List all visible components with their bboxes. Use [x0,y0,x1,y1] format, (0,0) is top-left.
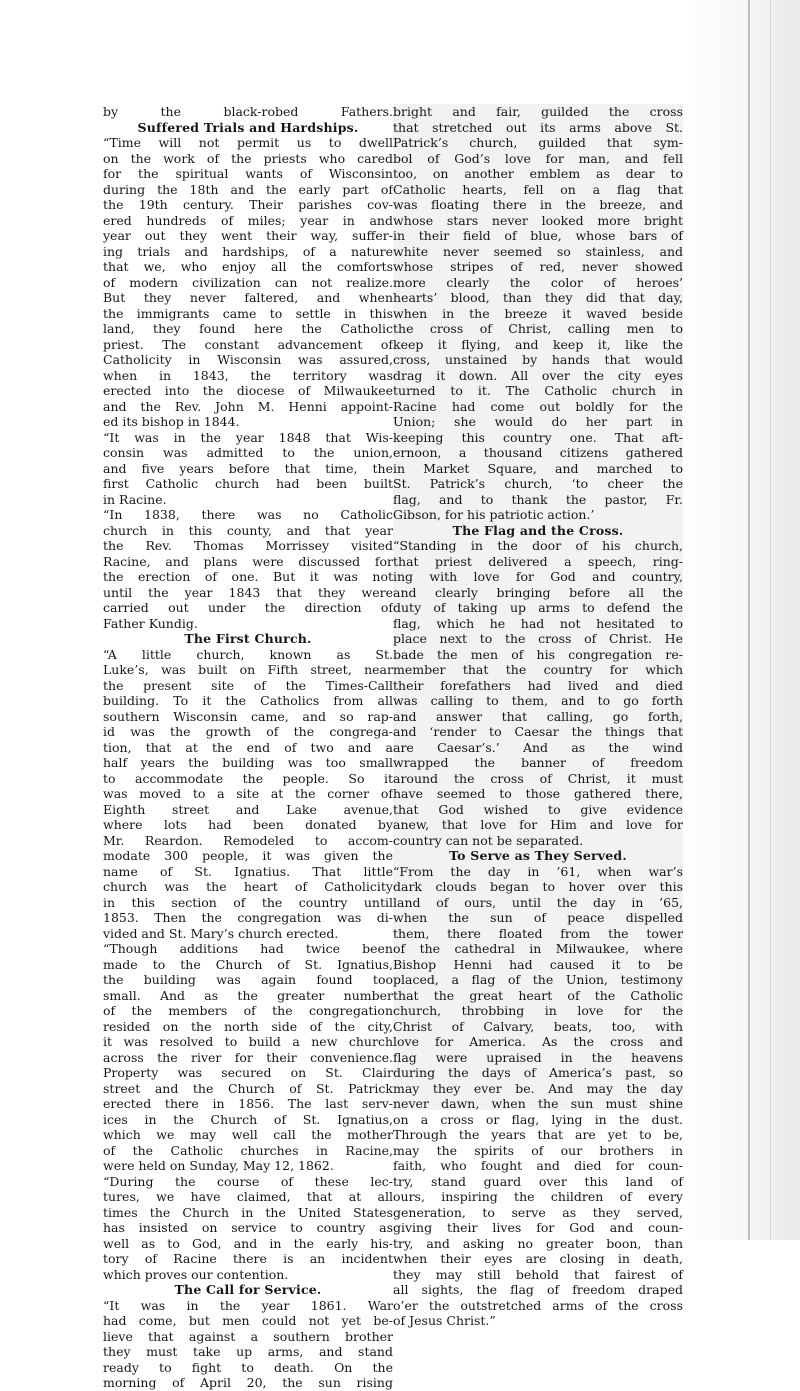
text-line: o’er the outstretched arms of the cross [393,1297,683,1313]
text-line: may they ever be. And may the day [393,1080,683,1096]
text-line: carried out under the direction of [103,600,393,615]
text-line: by the black-robed Fathers. [103,104,393,119]
text-line: too, on another emblem as dear to [393,166,683,181]
text-line: white never seemed so stainless, and [393,243,683,259]
text-line: church was the heart of Catholicity [103,879,393,894]
text-line: duty of taking up arms to defend the [393,600,683,615]
text-line: St. Patrick’s church, ‘to cheer the [393,476,683,491]
text-line: across the river for their convenience. [103,1049,393,1065]
text-line: “Standing in the door of his church, [393,538,683,553]
text-line: in their field of blue, whose bars of [393,228,683,243]
text-line: country can not be separated. [393,832,584,848]
text-line: vided and St. Mary’s church erected. [103,925,339,941]
text-line: which proves our contention. [103,1266,289,1282]
text-line: that the great heart of the Catholic [393,987,683,1003]
text-line: “During the course of these lec- [103,1173,393,1189]
text-line: Racine, and plans were discussed for [103,553,393,569]
text-line: to accommodate the people. So it [103,770,393,786]
text-line: and ‘render to Caesar the things that [393,724,683,739]
text-line: Eighth street and Lake avenue, [103,801,393,817]
text-line: in this section of the country until [103,894,393,910]
text-line: consin was admitted to the union, [103,445,393,460]
text-line: land of ours, until the day in ’65, [393,894,683,910]
text-line: erected there in 1856. The last serv- [103,1096,393,1111]
text-line: when in the breeze it waved beside [393,305,683,321]
text-line: Gibson, for his patriotic action.’ [393,507,595,522]
section-heading: Suffered Trials and Hardships. [137,119,359,135]
text-line: ing with love for God and country, [393,569,683,584]
text-line: them, there floated from the tower [393,925,683,941]
text-line: were held on Sunday, May 12, 1862. [103,1158,334,1173]
text-line: Christ of Calvary, beats, too, with [393,1018,683,1034]
text-line: has insisted on service to country as [103,1220,393,1235]
text-line: ing trials and hardships, of a nature [103,243,393,259]
text-line: that stretched out its arms above St. [393,119,683,135]
text-line: had come, but men could not yet be- [103,1313,393,1328]
text-line: Property was secured on St. Clair [103,1065,393,1080]
text-line: erected into the diocese of Milwaukee [103,383,393,398]
text-line: of the members of the congregation [103,1003,393,1018]
text-line: where lots had been donated by [103,817,393,832]
text-line: generation, to serve as they served, [393,1204,683,1220]
text-line: id was the growth of the congrega- [103,724,393,739]
text-line: was floating there in the breeze, and [393,197,683,212]
text-line: tion, that at the end of two and a [103,739,393,755]
text-line: drag it down. All over the city eyes [393,367,683,383]
text-line: dark clouds began to hover over this [393,879,683,894]
text-line: But they never faltered, and when [103,290,393,305]
text-line: “It was in the year 1848 that Wis- [103,429,393,445]
text-line: tory of Racine there is an incident [103,1251,393,1266]
text-line: ernoon, a thousand citizens gathered [393,445,683,460]
text-line: modate 300 people, it was given the [103,848,393,863]
text-line: Through the years that are yet to be, [393,1127,683,1142]
text-line: their forefathers had lived and died [393,677,683,693]
text-line: was calling to them, and to go forth [393,693,683,708]
text-line: turned to it. The Catholic church in [393,383,683,398]
text-line: bade the men of his congregation re- [393,646,683,662]
text-line: ready to fight to death. On the [103,1359,393,1375]
text-line: tures, we have claimed, that at all [103,1189,393,1204]
text-line: church, throbbing in love for the [393,1003,683,1018]
text-line: the Rev. Thomas Morrissey visited [103,538,393,553]
page-margin-shadow [686,0,800,1240]
text-line: that God wished to give evidence [393,801,683,817]
text-line: ours, inspiring the children of every [393,1189,683,1204]
text-line: of Jesus Christ.” [393,1313,496,1328]
text-line: the erection of one. But it was not [103,569,393,584]
text-line: and clearly bringing before all the [393,584,683,600]
text-line: when in 1843, the territory was [103,367,393,383]
text-line: the building was again found too [103,972,393,987]
text-line: lieve that against a southern brother [103,1328,393,1344]
text-line: they may still behold that fairest of [393,1266,683,1282]
text-line: Mr. Reardon. Remodeled to accom- [103,832,393,848]
text-line: and five years before that time, the [103,460,393,476]
page-edge-line [748,0,750,1240]
section-heading: The First Church. [184,631,312,646]
text-line: year out they went their way, suffer- [103,228,393,243]
text-line: around the cross of Christ, it must [393,770,683,786]
text-line: which we may well call the mother [103,1127,393,1142]
text-line: of the cathedral in Milwaukee, where [393,941,683,956]
text-line: Union; she would do her part in [393,414,683,429]
text-line: whose stars never looked more bright [393,212,683,228]
text-line: ices in the Church of St. Ignatius, [103,1111,393,1127]
text-line: try, stand guard over this land of [393,1173,683,1189]
text-line: the cross of Christ, calling men to [393,321,683,336]
text-line: was moved to a site at the corner of [103,786,393,801]
text-line: anew, that love for Him and love for [393,817,683,832]
text-line: street and the Church of St. Patrick [103,1080,393,1096]
text-line: well as to God, and in the early his- [103,1235,393,1251]
text-line: during the 18th and the early part of [103,181,393,197]
text-line: in Racine. [103,491,167,507]
text-line: Father Kundig. [103,615,198,631]
text-line: times the Church in the United States [103,1204,393,1220]
text-line: the present site of the Times-Call [103,677,393,693]
text-line: “From the day in ’61, when war’s [393,863,683,879]
text-line: are Caesar’s.’ And as the wind [393,739,683,755]
text-line: in Market Square, and marched to [393,460,683,476]
text-line: may the spirits of our brothers in [393,1142,683,1158]
text-line: ed its bishop in 1844. [103,414,240,429]
text-line: morning of April 20, the sun rising [103,1375,393,1390]
text-line: all sights, the flag of freedom draped [393,1282,683,1297]
text-line: whose stripes of red, never showed [393,259,683,274]
text-line: flag, which he had not hesitated to [393,615,683,631]
article-column-left [103,104,393,1390]
text-line: cross, unstained by hands that would [393,352,683,367]
text-line: of the Catholic churches in Racine, [103,1142,393,1158]
section-heading: The Call for Service. [174,1282,322,1297]
text-line: of modern civilization can not realize. [103,274,393,290]
text-line: hearts’ blood, than they did that day, [393,290,683,305]
text-line: priest. The constant advancement of [103,336,393,352]
text-line: “Time will not permit us to dwell [103,135,393,150]
text-line: during the days of America’s past, so [393,1065,683,1080]
text-line: Bishop Henni had caused it to be [393,956,683,972]
text-line: bol of God’s love for man, and fell [393,150,683,166]
text-line: Patrick’s church, guilded that sym- [393,135,683,150]
section-heading: The Flag and the Cross. [452,522,624,538]
text-line: small. And as the greater number [103,987,393,1003]
text-line: Racine had come out boldly for the [393,398,683,414]
text-line: Luke’s, was built on Fifth street, near [103,662,393,677]
text-line: southern Wisconsin came, and so rap- [103,708,393,724]
text-line: first Catholic church had been built [103,476,393,491]
page-edge-line-outer [770,0,771,1240]
text-line: more clearly the color of heroes’ [393,274,683,290]
text-line: “Though additions had twice been [103,941,393,956]
text-line: when their eyes are closing in death, [393,1251,683,1266]
text-line: ered hundreds of miles; year in and [103,212,393,228]
text-line: on a cross or flag, lying in the dust. [393,1111,683,1127]
text-line: member that the country for which [393,662,683,677]
text-line: Catholicity in Wisconsin was assured, [103,352,393,367]
text-line: name of St. Ignatius. That little [103,863,393,879]
text-line: have seemed to those gathered there, [393,786,683,801]
text-line: love for America. As the cross and [393,1034,683,1049]
text-line: and the Rev. John M. Henni appoint- [103,398,393,414]
text-line: giving their lives for God and coun- [393,1220,683,1235]
text-line: bright and fair, guilded the cross [393,104,683,119]
text-line: Catholic hearts, fell on a flag that [393,181,683,197]
section-heading: To Serve as They Served. [449,848,627,863]
text-line: keep it flying, and keep it, like the [393,336,683,352]
text-line: land, they found here the Catholic [103,321,393,336]
text-line: faith, who fought and died for coun- [393,1158,683,1173]
text-line: try, and asking no greater boon, than [393,1235,683,1251]
text-line: the immigrants came to settle in this [103,305,393,321]
text-line: made to the Church of St. Ignatius, [103,956,393,972]
text-line: never dawn, when the sun must shine [393,1096,683,1111]
text-line: church in this county, and that year [103,522,393,538]
text-line: flag, and to thank the pastor, Fr. [393,491,683,507]
text-line: when the sun of peace dispelled [393,910,683,925]
text-line: half years the building was too small [103,755,393,770]
text-line: and answer that calling, go forth, [393,708,683,724]
text-line: keeping this country one. That aft- [393,429,683,445]
text-line: placed, a flag of the Union, testimony [393,972,683,987]
article-column-right [393,104,683,1328]
text-line: for the spiritual wants of Wisconsin [103,166,393,181]
text-line: building. To it the Catholics from all [103,693,393,708]
text-line: the 19th century. Their parishes cov- [103,197,393,212]
text-line: on the work of the priests who cared [103,150,393,166]
text-line: wrapped the banner of freedom [393,755,683,770]
text-line: flag were upraised in the heavens [393,1049,683,1065]
text-line: resided on the north side of the city, [103,1018,393,1034]
text-line: “It was in the year 1861. War [103,1297,393,1313]
text-line: they must take up arms, and stand [103,1344,393,1359]
text-line: “A little church, known as St. [103,646,393,662]
text-line: place next to the cross of Christ. He [393,631,683,646]
text-line: “In 1838, there was no Catholic [103,507,393,522]
text-line: until the year 1843 that they were [103,584,393,600]
text-line: that priest delivered a speech, ring- [393,553,683,569]
text-line: it was resolved to build a new church [103,1034,393,1049]
text-line: 1853. Then the congregation was di- [103,910,393,925]
text-line: that we, who enjoy all the comforts [103,259,393,274]
